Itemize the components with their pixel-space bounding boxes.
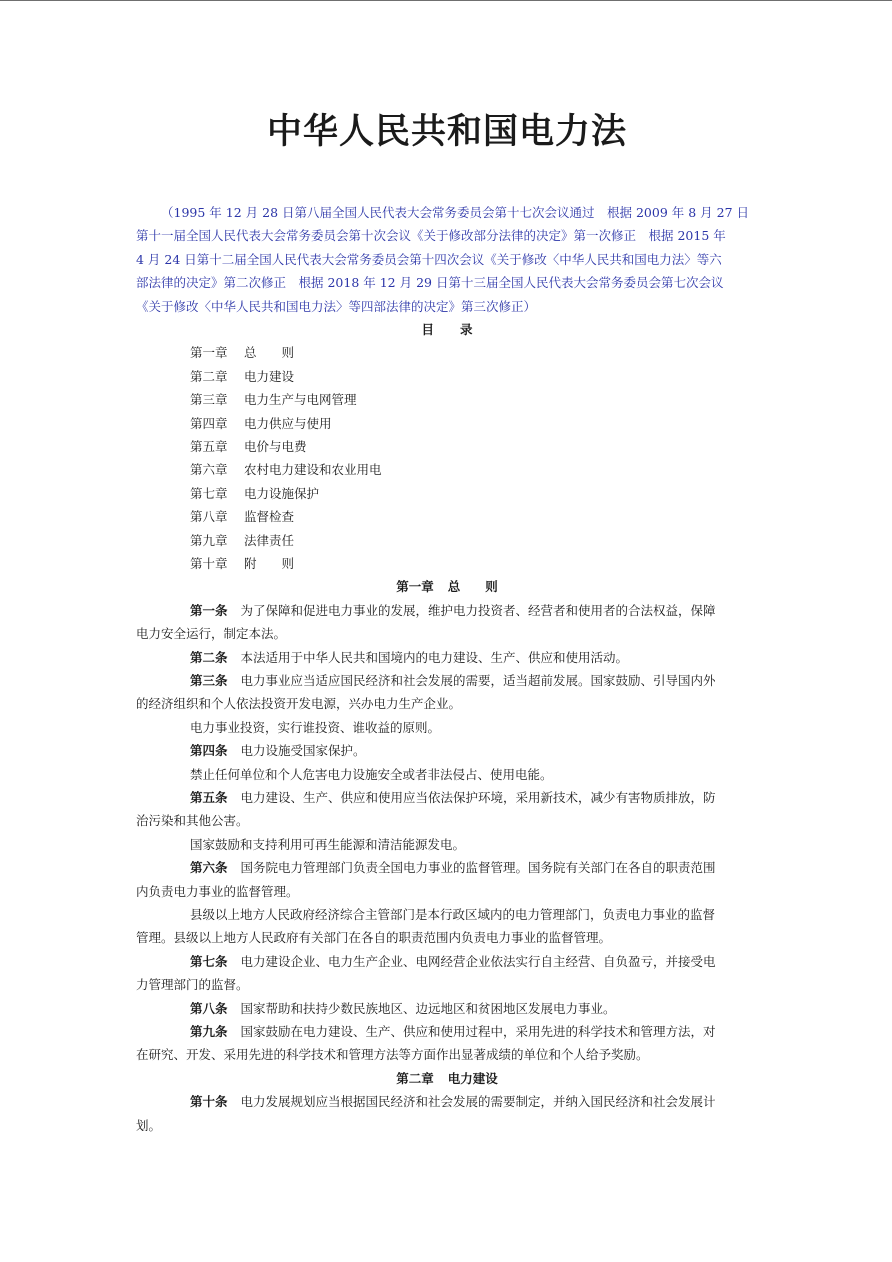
article-number: 第四条 [190, 743, 228, 759]
toc-chapter-title: 电力供应与使用 [244, 415, 332, 431]
article [136, 997, 758, 1020]
article-text: 电力建设、生产、供应和使用应当依法保护环境，采用新技术，减少有害物质排放，防 [240, 789, 716, 805]
toc-heading-char: 录 [460, 322, 473, 337]
article-paragraph [136, 833, 758, 856]
toc-chapter-title: 电力设施保护 [244, 485, 320, 501]
chapter-articles [136, 599, 758, 1067]
toc-item [136, 482, 758, 505]
text-line [136, 692, 758, 715]
toc-item [136, 412, 758, 435]
text-line [136, 997, 758, 1020]
preamble [136, 201, 758, 318]
text-line [136, 1090, 758, 1113]
article-text: 治污染和其他公害。 [136, 813, 249, 829]
toc-chapter-number: 第三章 [190, 392, 228, 408]
article-text: 国家鼓励和支持利用可再生能源和清洁能源发电。 [190, 836, 466, 852]
article-text: 的经济组织和个人依法投资开发电源，兴办电力生产企业。 [136, 696, 462, 712]
chapter-1 [136, 575, 758, 1067]
table-of-contents [136, 341, 758, 575]
preamble-line: 4 月 24 日第十二届全国人民代表大会常务委员会第十四次会议《关于修改〈中华人民共和国电力法〉等六 [136, 251, 722, 267]
article [136, 856, 758, 903]
toc-item [136, 529, 758, 552]
article-text: 电力事业应当适应国民经济和社会发展的需要，适当超前发展。国家鼓励、引导国内外 [240, 672, 716, 688]
toc-item [136, 341, 758, 364]
text-line [136, 926, 758, 949]
chapter-articles [136, 1090, 758, 1137]
toc-chapter-title: 附 则 [244, 555, 295, 571]
article [136, 669, 758, 716]
text-line [136, 716, 758, 739]
toc-chapter-number: 第一章 [190, 345, 228, 361]
article [136, 950, 758, 997]
toc-chapter-title: 电力生产与电网管理 [244, 392, 357, 408]
article [136, 646, 758, 669]
text-line [136, 903, 758, 926]
article-text: 国家帮助和扶持少数民族地区、边远地区和贫困地区发展电力事业。 [240, 1000, 616, 1016]
toc-chapter-number: 第五章 [190, 438, 228, 454]
preamble-line: 第十一届全国人民代表大会常务委员会第十次会议《关于修改部分法律的决定》第一次修正 根据 2015 年 [136, 228, 726, 244]
text-line [136, 622, 758, 645]
article-number: 第七条 [190, 953, 228, 969]
toc-chapter-number: 第四章 [190, 415, 228, 431]
article-text: 电力发展规划应当根据国民经济和社会发展的需要制定，并纳入国民经济和社会发展计 [240, 1094, 716, 1110]
text-line [136, 880, 758, 903]
chapter-heading [136, 1067, 758, 1090]
article [136, 786, 758, 833]
article-number: 第一条 [190, 602, 228, 618]
toc-chapter-title: 电价与电费 [244, 438, 307, 454]
article-text: 电力设施受国家保护。 [240, 743, 366, 759]
article-text: 在研究、开发、采用先进的科学技术和管理方法等方面作出显著成绩的单位和个人给予奖励。 [136, 1047, 649, 1063]
toc-chapter-title: 农村电力建设和农业用电 [244, 462, 382, 478]
text-line [136, 669, 758, 692]
text-line [136, 1020, 758, 1043]
text-line [136, 950, 758, 973]
article [136, 1090, 758, 1137]
chapter-title: 电力建设 [447, 1070, 498, 1086]
toc-chapter-title: 总 则 [244, 345, 295, 361]
article-paragraph [136, 716, 758, 739]
article-number: 第九条 [190, 1024, 228, 1039]
article-text: 县级以上地方人民政府经济综合主管部门是本行政区域内的电力管理部门，负责电力事业的监督 [190, 906, 716, 922]
article-text: 管理。县级以上地方人民政府有关部门在各自的职责范围内负责电力事业的监督管理。 [136, 930, 612, 946]
text-line [136, 1043, 758, 1066]
preamble-line: （1995 年 12 月 28 日第八届全国人民代表大会常务委员会第十七次会议通过 根据 2009 年 8 月 27 日 [161, 205, 750, 220]
article [136, 599, 758, 646]
text-line [136, 739, 758, 762]
preamble-line: 部法律的决定》第二次修正 根据 2018 年 12 月 29 日第十三届全国人民代表大会常务委员会第七次会议 [136, 275, 724, 291]
text-line [136, 1114, 758, 1137]
text-line [136, 763, 758, 786]
toc-chapter-number: 第九章 [190, 532, 228, 548]
toc-item [136, 505, 758, 528]
chapter-2 [136, 1067, 758, 1137]
toc-chapter-number: 第八章 [190, 509, 228, 525]
text-line [136, 809, 758, 832]
toc-chapter-number: 第七章 [190, 485, 228, 501]
toc-item [136, 388, 758, 411]
article-number: 第八条 [190, 1000, 228, 1016]
text-line [136, 856, 758, 879]
article [136, 1020, 758, 1067]
text-line [136, 599, 758, 622]
article-text: 国务院电力管理部门负责全国电力事业的监督管理。国务院有关部门在各自的职责范围 [240, 860, 716, 876]
toc-chapter-number: 第十章 [190, 555, 228, 571]
article-text: 国家鼓励在电力建设、生产、供应和使用过程中，采用先进的科学技术和管理方法，对 [240, 1024, 716, 1039]
article-number: 第五条 [190, 789, 228, 805]
article-text: 电力安全运行，制定本法。 [136, 626, 287, 642]
toc-chapter-number: 第二章 [190, 368, 228, 384]
article-text: 电力建设企业、电力生产企业、电网经营企业依法实行自主经营、自负盈亏，并接受电 [240, 953, 716, 969]
text-line [136, 833, 758, 856]
toc-chapter-title: 法律责任 [244, 532, 295, 548]
toc-item [136, 552, 758, 575]
article [136, 739, 758, 762]
chapter-number: 第一章 [396, 579, 434, 595]
article-number: 第十条 [190, 1094, 228, 1110]
toc-chapter-title: 电力建设 [244, 368, 295, 384]
document-body [136, 318, 758, 1137]
article-number: 第二条 [190, 649, 228, 665]
toc-item [136, 458, 758, 481]
toc-chapter-number: 第六章 [190, 462, 228, 478]
article-paragraph [136, 763, 758, 786]
article-paragraph [136, 903, 758, 950]
article-text: 划。 [136, 1117, 162, 1133]
text-line [136, 786, 758, 809]
document-title: 中华人民共和国电力法 [266, 111, 627, 152]
chapter-number: 第二章 [396, 1070, 434, 1086]
article-text: 禁止任何单位和个人危害电力设施安全或者非法侵占、使用电能。 [190, 766, 553, 782]
toc-chapter-title: 监督检查 [244, 509, 295, 525]
article-number: 第三条 [190, 672, 228, 688]
page-top-border [0, 0, 892, 1]
preamble-line: 《关于修改〈中华人民共和国电力法〉等四部法律的决定》第三次修正） [136, 298, 537, 314]
article-number: 第六条 [190, 860, 228, 876]
text-line [136, 973, 758, 996]
article-text: 内负责电力事业的监督管理。 [136, 883, 299, 899]
toc-heading-char: 目 [421, 322, 434, 337]
toc-item [136, 435, 758, 458]
article-text: 电力事业投资，实行谁投资、谁收益的原则。 [190, 719, 441, 735]
article-text: 为了保障和促进电力事业的发展，维护电力投资者、经营者和使用者的合法权益，保障 [240, 602, 716, 618]
article-text: 本法适用于中华人民共和国境内的电力建设、生产、供应和使用活动。 [240, 649, 629, 665]
text-line [136, 646, 758, 669]
toc-heading [136, 318, 758, 341]
toc-item [136, 365, 758, 388]
chapter-heading [136, 575, 758, 598]
chapter-title: 总 则 [447, 579, 498, 595]
article-text: 力管理部门的监督。 [136, 977, 249, 993]
